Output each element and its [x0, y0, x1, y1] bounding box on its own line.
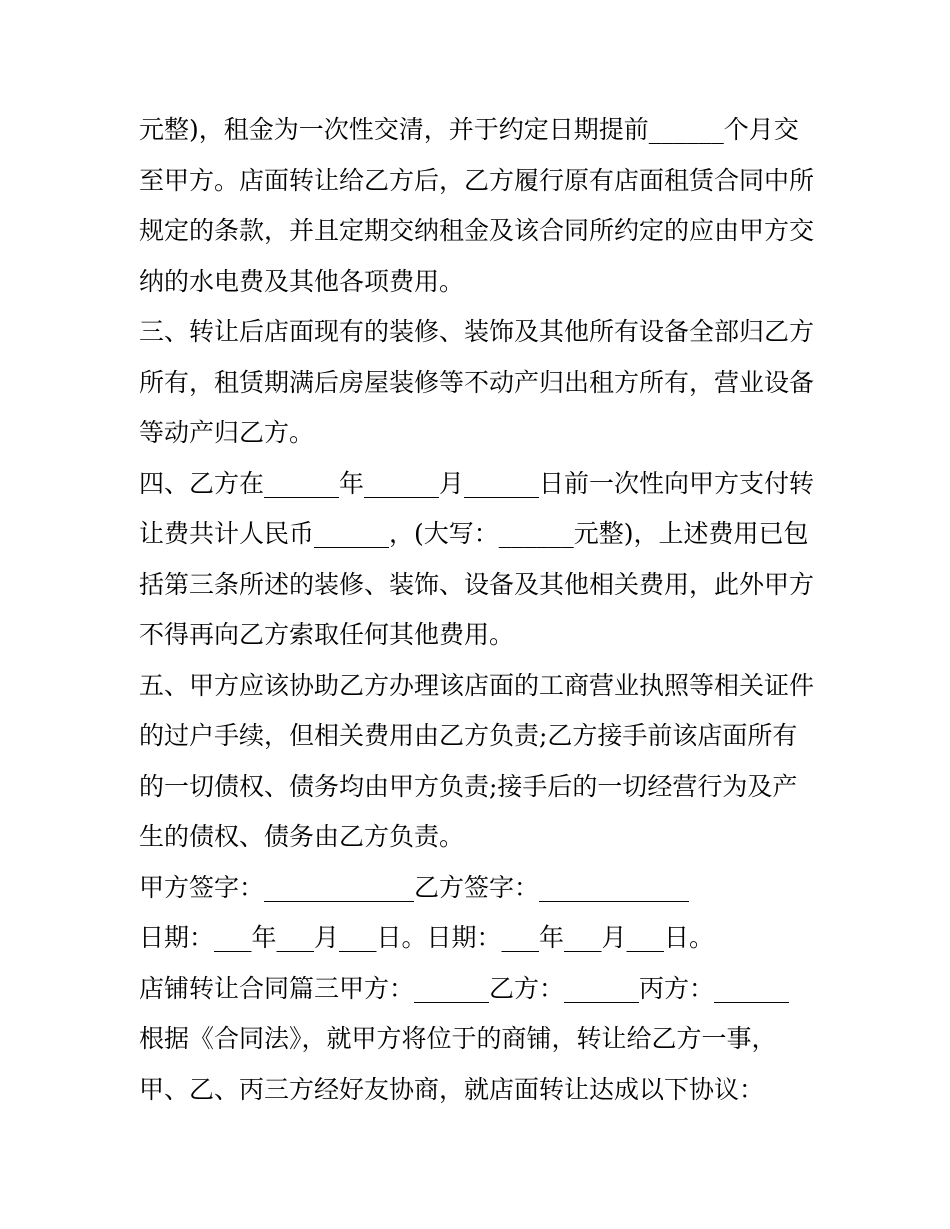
signature-line: 甲方签字：____________乙方签字：____________ [139, 873, 690, 902]
text-line: 不得再向乙方索取任何其他费用。 [139, 620, 515, 649]
text-line: 规定的条款，并且定期交纳租金及该合同所约定的应由甲方交 [139, 216, 815, 245]
text-line: 等动产归乙方。 [139, 418, 315, 447]
text-line: 让费共计人民币______，(大写：______元整)，上述费用已包 [139, 519, 809, 548]
text-line: 括第三条所述的装修、装饰、设备及其他相关费用，此外甲方 [139, 570, 815, 599]
text-line: 五、甲方应该协助乙方办理该店面的工商营业执照等相关证件 [139, 671, 815, 700]
date-line: 日期：___年___月___日。日期：___年___月___日。 [139, 923, 715, 952]
text-line: 的一切债权、债务均由甲方负责;接手后的一切经营行为及产 [139, 772, 798, 801]
text-line: 至甲方。店面转让给乙方后，乙方履行原有店面租赁合同中所 [139, 166, 815, 195]
text-line: 生的债权、债务由乙方负责。 [139, 822, 465, 851]
text-line: 甲、乙、丙三方经好友协商，就店面转让达成以下协议： [139, 1075, 765, 1104]
contract-heading-line: 店铺转让合同篇三甲方：______乙方：______丙方：______ [139, 974, 790, 1003]
text-line: 四、乙方在______年______月______日前一次性向甲方支付转 [139, 469, 815, 498]
text-line: 元整)，租金为一次性交清，并于约定日期提前______个月交 [139, 115, 799, 144]
text-line: 纳的水电费及其他各项费用。 [139, 267, 465, 296]
text-line: 的过户手续，但相关费用由乙方负责;乙方接手前该店面所有 [139, 721, 798, 750]
text-line: 根据《合同法》，就甲方将位于的商铺，转让给乙方一事， [139, 1024, 777, 1053]
text-line: 三、转让后店面现有的装修、装饰及其他所有设备全部归乙方 [139, 317, 815, 346]
text-line: 所有，租赁期满后房屋装修等不动产归出租方所有，营业设备 [139, 368, 815, 397]
